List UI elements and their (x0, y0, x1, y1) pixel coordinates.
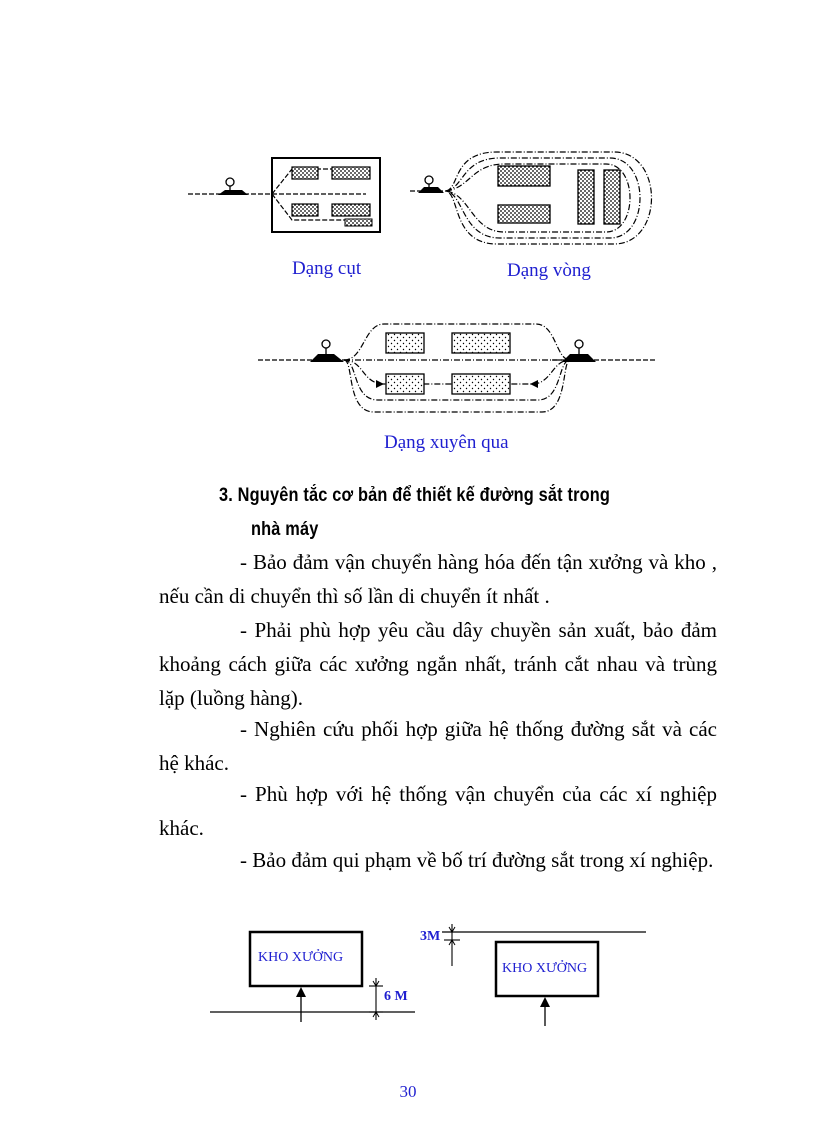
paragraph-3-text: - Nghiên cứu phối hợp giữa hệ thống đường sắt và các hệ khác. (159, 717, 717, 775)
switch-signal-icon (218, 178, 248, 195)
dead-end-layout-diagram (180, 150, 390, 240)
right-distance-label: 3M (420, 929, 441, 944)
caption-through: Dạng xuyên qua (384, 432, 509, 453)
caption-dead-end: Dạng cụt (292, 258, 362, 279)
section-heading-line1: 3. Nguyên tắc cơ bản để thiết kế đường sắt trong (219, 485, 611, 506)
left-distance-label: 6 M (384, 989, 408, 1004)
paragraph-5 (159, 843, 717, 877)
left-building-label: KHO XƯỞNG (258, 950, 344, 965)
through-layout-diagram (252, 318, 664, 422)
switch-signal-icon (418, 176, 444, 193)
paragraph-2 (159, 613, 717, 715)
paragraph-5-text: - Bảo đảm qui phạm về bố trí đường sắt trong xí nghiệp. (240, 848, 714, 872)
paragraph-1-text: - Bảo đảm vận chuyển hàng hóa đến tận xưởng và kho , nếu cần di chuyển thì số lần di chuyển ít nhất . (159, 550, 717, 608)
loop-layout-diagram (402, 148, 664, 258)
switch-signal-icon (562, 340, 596, 362)
paragraph-2-text: - Phải phù hợp yêu cầu dây chuyền sản xuất, bảo đảm khoảng cách giữa các xưởng ngắn nhất, tránh cắt nhau và trùng lặp (luồng hàng). (159, 618, 717, 710)
section-heading-line2: nhà máy (251, 519, 319, 540)
caption-loop: Dạng vòng (507, 260, 591, 281)
paragraph-4-text: - Phù hợp với hệ thống vận chuyển của các xí nghiệp khác. (159, 782, 717, 840)
switch-signal-icon (310, 340, 344, 362)
paragraph-1 (159, 545, 717, 613)
right-building-label: KHO XƯỞNG (502, 961, 588, 976)
page-number: 30 (399, 1082, 417, 1101)
paragraph-4 (159, 777, 717, 845)
paragraph-3 (159, 712, 717, 780)
